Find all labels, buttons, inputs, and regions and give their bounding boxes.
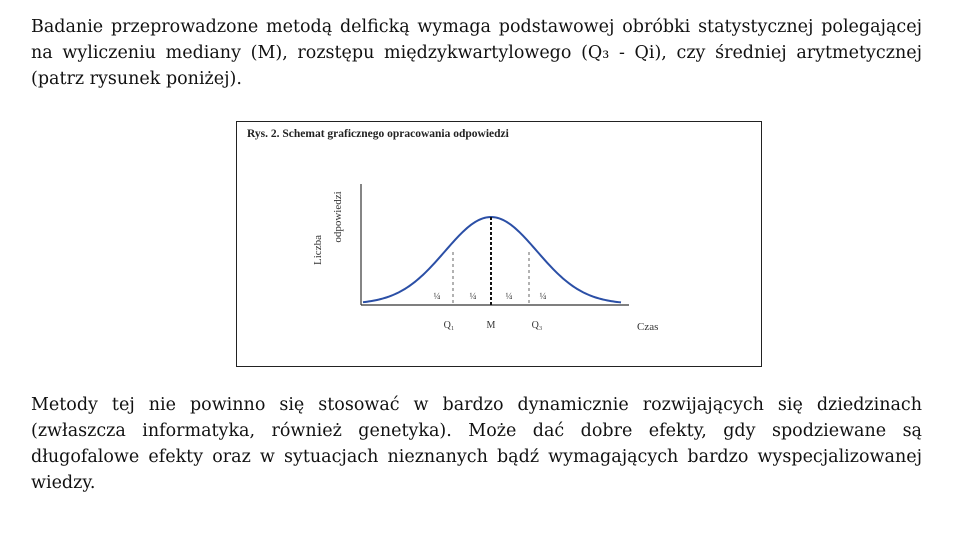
tick-label-q1: Q₁	[443, 320, 455, 331]
figure-title: Rys. 2. Schemat graficznego opracowania odpowiedzi	[247, 128, 509, 140]
intro-paragraph: Badanie przeprowadzone metodą delficką wymaga podstawowej obróbki statystycznej polegającej na wyliczeniu mediany (M), rozstępu międzykwartylowego (Q₃ - Qi), czy średniej arytmetycznej (patrz rysunek poniżej).	[31, 17, 922, 89]
y-axis-label-line2: odpowiedzi	[332, 191, 344, 243]
tick-label-median: M	[486, 320, 496, 331]
bell-curve-diagram	[237, 122, 763, 368]
x-axis-label: Czas	[637, 321, 659, 333]
quarter-label-2: ¼	[469, 291, 477, 301]
quarter-label-4: ¼	[539, 291, 547, 301]
tick-label-q3: Q₃	[531, 320, 543, 331]
figure-bell-curve	[236, 121, 762, 367]
quarter-label-1: ¼	[433, 291, 441, 301]
quarter-label-3: ¼	[505, 291, 513, 301]
closing-paragraph: Metody tej nie powinno się stosować w bardzo dynamicznie rozwijających się dziedzinach (zwłaszcza informatyka, również genetyka). Może dać dobre efekty, gdy spodziewane są długofalowe efekty oraz w sytuacjach nieznanych bądź wymagających bardzo wyspecjalizowanej wiedzy.	[31, 395, 922, 493]
y-axis-label-line1: Liczba	[312, 235, 324, 265]
